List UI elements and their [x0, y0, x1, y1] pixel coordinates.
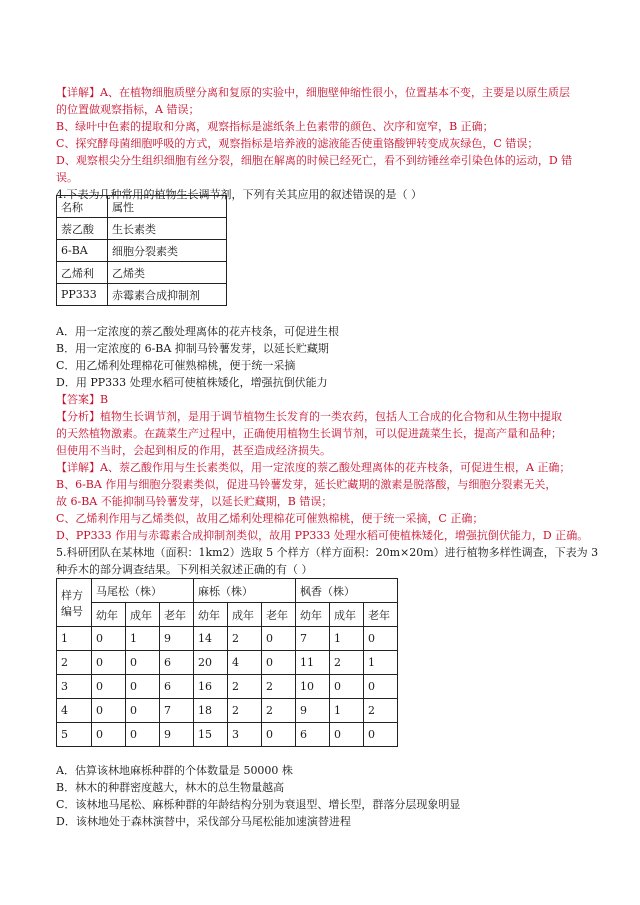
table-cell: 4 — [228, 651, 262, 675]
table-row — [57, 284, 227, 306]
table-cell: 5 — [57, 723, 92, 747]
explanation-line: 误。 — [56, 171, 78, 184]
option-c: C．该林地马尾松、麻栎种群的年龄结构分别为衰退型、增长型，群落分层现象明显 — [56, 798, 461, 811]
question-5 — [56, 544, 599, 578]
question-stem: 种乔木的部分调查结果。下列相关叙述正确的有（ ） — [56, 563, 313, 576]
table-cell: 18 — [194, 699, 228, 723]
table-cell: 2 — [262, 675, 296, 699]
table-cell: 1 — [330, 699, 364, 723]
table-header-cell: 名称 — [57, 196, 108, 218]
table-cell: 1 — [364, 651, 398, 675]
q4-options — [56, 323, 594, 544]
explanation-line: C、探究酵母菌细胞呼吸的方式，观察指标是培养液的滤液能否使重铬酸钾转变成灰绿色，C 错误； — [56, 137, 539, 150]
table-cell: 2 — [364, 699, 398, 723]
table-header-cell: 属性 — [108, 196, 227, 218]
table-cell: 赤霉素合成抑制剂 — [108, 284, 227, 306]
analysis-line: 但使用不当时，会起到相反的作用，甚至造成经济损失。 — [56, 444, 331, 457]
table-cell: PP333 — [57, 284, 108, 306]
table-row — [57, 218, 227, 240]
table-cell: 生长素类 — [108, 218, 227, 240]
table-header-cell: 样方编号 — [57, 579, 92, 627]
table-header-cell: 幼年 — [194, 603, 228, 627]
table-header-cell: 枫香（株） — [296, 579, 398, 603]
table-cell: 乙烯利 — [57, 262, 108, 284]
table-cell: 1 — [330, 627, 364, 651]
table-row — [57, 723, 398, 747]
table-header-cell: 老年 — [262, 603, 296, 627]
table-cell: 0 — [330, 723, 364, 747]
explanation-line: D、观察根尖分生组织细胞有丝分裂，细胞在解离的时候已经死亡，看不到纺锤丝牵引染色体的运动，D 错 — [56, 154, 573, 167]
table-row — [57, 579, 398, 603]
explanation-line: C、乙烯利作用与乙烯类似，故用乙烯利处理棉花可催熟棉桃，便于统一采摘，C 正确； — [56, 512, 484, 525]
table-row — [57, 240, 227, 262]
table-header-cell: 老年 — [160, 603, 194, 627]
table-cell: 6 — [296, 723, 330, 747]
table-cell: 0 — [92, 675, 126, 699]
table-header-cell: 成年 — [126, 603, 160, 627]
survey-table — [56, 578, 398, 747]
table-cell: 1 — [126, 627, 160, 651]
table-header-cell: 老年 — [364, 603, 398, 627]
table-cell: 9 — [160, 627, 194, 651]
table-cell: 0 — [364, 675, 398, 699]
table-header-cell: 幼年 — [92, 603, 126, 627]
table-cell: 0 — [364, 627, 398, 651]
table-cell: 14 — [194, 627, 228, 651]
table-cell: 9 — [160, 723, 194, 747]
q4-table-wrap — [56, 195, 594, 306]
table-cell: 3 — [57, 675, 92, 699]
explanation-line: 故 6-BA 不能抑制马铃薯发芽，以延长贮藏期，B 错误； — [56, 495, 333, 508]
table-row — [57, 196, 227, 218]
option-d: D．该林地处于森林演替中，采伐部分马尾松能加速演替进程 — [56, 815, 351, 828]
table-header-cell: 麻栎（株） — [194, 579, 296, 603]
option-a: A．用一定浓度的萘乙酸处理离体的花卉枝条，可促进生根 — [56, 325, 339, 338]
table-cell: 2 — [330, 651, 364, 675]
prev-explanation — [56, 84, 594, 186]
explanation-line: D、PP333 作用与赤霉素合成抑制剂类似，故用 PP333 处理水稻可使植株矮化，增强抗倒伏能力，D 正确。 — [56, 529, 589, 542]
explanation-line: B、绿叶中色素的提取和分离，观察指标是滤纸条上色素带的颜色、次序和宽窄，B 正确； — [56, 120, 494, 133]
explanation-label: 【详解】 — [56, 461, 100, 474]
table-cell: 6-BA — [57, 240, 108, 262]
table-row — [57, 262, 227, 284]
option-d: D．用 PP333 处理水稻可使植株矮化，增强抗倒伏能力 — [56, 376, 328, 389]
option-b: B．林木的种群密度越大，林木的总生物量越高 — [56, 781, 285, 794]
table-header-cell: 幼年 — [296, 603, 330, 627]
table-cell: 2 — [262, 699, 296, 723]
table-row — [57, 699, 398, 723]
table-cell: 0 — [364, 723, 398, 747]
explanation-line: 的位置做观察指标，A 错误； — [56, 103, 200, 116]
table-cell: 16 — [194, 675, 228, 699]
table-cell: 0 — [126, 723, 160, 747]
table-header-cell: 成年 — [228, 603, 262, 627]
table-cell: 2 — [57, 651, 92, 675]
table-cell: 0 — [92, 651, 126, 675]
table-cell: 0 — [330, 675, 364, 699]
analysis-line: 的天然植物激素。在蔬菜生产过程中，正确使用植物生长调节剂，可以促进蔬菜生长，提高产量和品种； — [56, 427, 562, 440]
table-cell: 0 — [92, 723, 126, 747]
table-cell: 2 — [228, 699, 262, 723]
analysis-line: 【分析】植物生长调节剂，是用于调节植物生长发育的一类农药，包括人工合成的化合物和从生物中提取 — [56, 410, 562, 423]
option-a: A．估算该林地麻栎种群的个体数量是 50000 株 — [56, 764, 293, 777]
q5-table-wrap — [56, 578, 594, 747]
table-cell: 0 — [126, 675, 160, 699]
answer: 【答案】B — [56, 393, 109, 406]
table-cell: 0 — [126, 651, 160, 675]
table-cell: 7 — [296, 627, 330, 651]
table-cell: 10 — [296, 675, 330, 699]
table-cell: 1 — [57, 627, 92, 651]
table-cell: 11 — [296, 651, 330, 675]
explanation-line: B、6-BA 作用与细胞分裂素类似，促进马铃薯发芽，延长贮藏期的激素是脱落酸，与细胞分裂素无关， — [56, 478, 557, 491]
table-header-cell: 马尾松（株） — [92, 579, 194, 603]
table-cell: 0 — [262, 651, 296, 675]
table-row — [57, 627, 398, 651]
analysis-label: 【分析】 — [56, 410, 100, 423]
q5-options — [56, 762, 594, 830]
table-cell: 0 — [92, 627, 126, 651]
table-header-cell: 成年 — [330, 603, 364, 627]
explanation-line: 【详解】A、萘乙酸作用与生长素类似，用一定浓度的萘乙酸处理离体的花卉枝条，可促进生根，A 正确； — [56, 461, 571, 474]
question-stem: 5.科研团队在某林地（面积：1km2）选取 5 个样方（样方面积：20m×20m）进行植物多样性调查，下表为 3 — [56, 546, 599, 559]
question-stem: 4.下表为几种常用的植物生长调节剂，下列有关其应用的叙述错误的是（ ） — [56, 188, 422, 201]
table-cell: 0 — [262, 723, 296, 747]
table-cell: 0 — [126, 699, 160, 723]
table-row — [57, 675, 398, 699]
table-cell: 萘乙酸 — [57, 218, 108, 240]
table-cell: 20 — [194, 651, 228, 675]
table-cell: 6 — [160, 675, 194, 699]
table-cell: 15 — [194, 723, 228, 747]
option-c: C．用乙烯利处理棉花可催熟棉桃，便于统一采摘 — [56, 359, 296, 372]
table-row — [57, 651, 398, 675]
table-cell: 0 — [92, 699, 126, 723]
table-cell: 细胞分裂素类 — [108, 240, 227, 262]
explanation-line: 【详解】A、在植物细胞质壁分离和复原的实验中，细胞壁伸缩性很小，位置基本不变，主要是以原生质层 — [56, 86, 570, 99]
table-cell: 3 — [228, 723, 262, 747]
option-b: B．用一定浓度的 6-BA 抑制马铃薯发芽，以延长贮藏期 — [56, 342, 329, 355]
table-cell: 0 — [262, 627, 296, 651]
explanation-label: 【详解】 — [56, 86, 100, 99]
table-row — [57, 603, 398, 627]
table-cell: 2 — [228, 627, 262, 651]
table-cell: 6 — [160, 651, 194, 675]
table-cell: 7 — [160, 699, 194, 723]
table-cell: 9 — [296, 699, 330, 723]
regulator-table — [56, 195, 227, 306]
table-cell: 2 — [228, 675, 262, 699]
table-cell: 乙烯类 — [108, 262, 227, 284]
table-cell: 4 — [57, 699, 92, 723]
